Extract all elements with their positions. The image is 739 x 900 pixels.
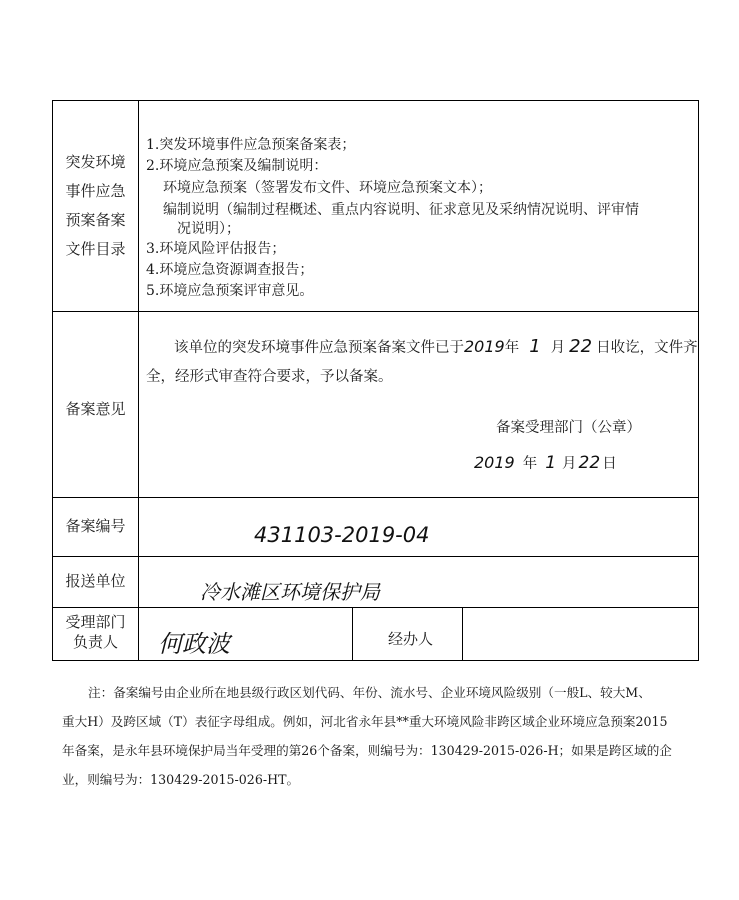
responsible-person-label: 受理部门 负责人 [65,613,126,651]
table-border-top [52,100,699,101]
table-column-divider [138,100,139,660]
list-item: 环境应急预案（签署发布文件、环境应急预案文本）； [163,180,492,196]
table-row-divider [52,497,699,498]
submitting-unit-value: 冷水滩区环境保护局 [200,580,380,604]
list-item: 况说明）； [177,221,240,237]
footnote-line: 业，则编号为：130429-2015-026-HT。 [62,772,300,787]
handwritten-year: 2019 [464,337,505,356]
footnote-line: 重大H）及跨区域（T）表征字母组成。例如，河北省永年县**重大环境风险非跨区域企业环境应急预案2015 [62,714,668,729]
table-cell-divider [462,607,463,660]
list-item: 编制说明（编制过程概述、重点内容说明、征求意见及采纳情况说明、评审情 [163,202,639,218]
table-row-divider [52,311,699,312]
filing-date: 2019 年 1 月 22 日 [474,453,617,473]
handler-label: 经办人 [388,630,434,648]
file-directory-label: 突发环境 事件应急 预案备案 文件目录 [65,153,126,258]
filing-department: 备案受理部门（公章） [496,420,641,436]
footnote [62,678,698,794]
list-item: 2.环境应急预案及编制说明： [146,158,328,174]
footnote-line: 注：备案编号由企业所在地县级行政区划代码、年份、流水号、企业环境风险级别（一般L、较大M、 [88,685,651,700]
table-border-right [698,100,699,660]
handwritten-year: 2019 [474,453,515,472]
list-item: 3.环境风险评估报告； [146,241,286,257]
filing-opinion-label: 备案意见 [65,400,126,418]
handwritten-day: 22 [578,453,601,473]
handwritten-day: 22 [569,336,593,357]
filing-opinion-line-2: 全，经形式审查符合要求，予以备案。 [146,369,393,385]
table-border-bottom [52,660,699,661]
filing-opinion-line-1: 该单位的突发环境事件应急预案备案文件已于2019年 1 月 22 日收讫，文件齐 [174,336,698,357]
handwritten-month: 1 [545,453,557,473]
table-cell-divider [352,607,353,660]
handwritten-month: 1 [529,336,541,357]
footnote-line: 年备案，是永年县环境保护局当年受理的第26个备案，则编号为：130429-2015-026-H；如果是跨区域的企 [62,743,672,758]
table-row-divider [52,607,699,608]
filing-number-label: 备案编号 [65,517,126,535]
list-item: 4.环境应急资源调查报告； [146,262,314,278]
submitting-unit-label: 报送单位 [65,572,126,590]
table-row-divider [52,556,699,557]
list-item: 5.环境应急预案评审意见。 [146,283,314,299]
filing-number-value: 431103-2019-04 [254,523,430,547]
responsible-person-signature: 何政波 [158,630,230,658]
list-item: 1.突发环境事件应急预案备案表； [146,137,356,153]
